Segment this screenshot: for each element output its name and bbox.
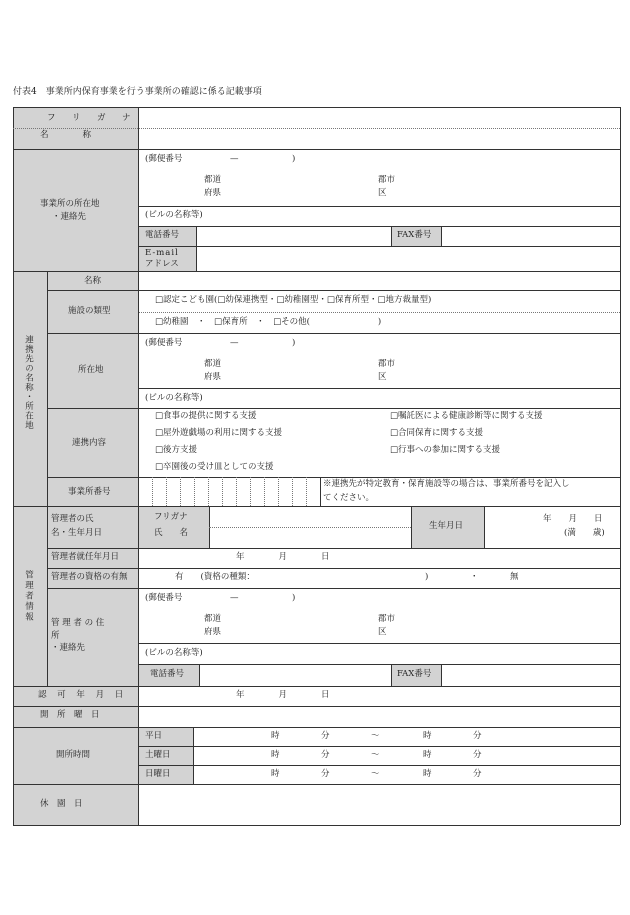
box-line [222,477,223,506]
tilde-mark: 〜 [371,750,380,760]
v-47-s2 [47,271,48,506]
hour-mark: 時 [423,731,432,741]
mgr-name-label-1: 管理者の氏 [51,514,94,524]
furigana-dotted [13,128,620,129]
v-196 [196,226,197,271]
content-item: □合同保育に関する支援 [390,428,484,438]
section3-side-label: 管理者情報 [23,570,34,623]
s2-location-label: 所在地 [78,365,104,375]
box-line [236,477,237,506]
sunday-label: 日曜日 [145,769,171,779]
mgr-shimei-label: 氏 名 [154,528,189,538]
mgr-birth-label: 生年月日 [429,521,464,531]
line-548 [47,548,620,549]
label-col-divider [138,107,139,825]
v-320 [320,477,321,506]
fuken-label: 府県 [204,188,222,198]
gray-location-label-bg [13,149,138,271]
line-765 [139,765,620,766]
content-item: □嘱託医による健康診断等に関する支援 [390,411,543,421]
line-643 [139,643,620,644]
v-47-s3 [47,506,48,686]
email-label-1: E-mail [145,248,179,258]
saturday-label: 土曜日 [145,750,171,760]
mgr-qual-close: ) [425,572,429,582]
holidays-label: 休 園 日 [40,799,83,809]
label-contact: ・連絡先 [52,212,87,222]
postal-dash: — [230,593,239,603]
postal-dash: — [230,154,239,164]
line-686 [13,686,620,687]
v-391b [391,664,392,686]
box-line [306,477,307,506]
box-line [292,477,293,506]
label-location: 事業所の所在地 [40,199,100,209]
hour-mark: 時 [271,769,280,779]
hour-mark: 時 [423,769,432,779]
v-484 [484,506,485,548]
content-item: □後方支援 [155,445,198,455]
minute-mark: 分 [473,750,482,760]
line-312 [139,312,620,313]
line-727 [13,727,620,728]
hour-mark: 時 [423,750,432,760]
outer-top [13,107,620,108]
mgr-qual-yes: 有 (資格の種類： [175,572,255,582]
v-391a [391,226,392,246]
office-note-1: ※連携先が特定教育・保育施設等の場合は、事業所番号を記入し [323,479,570,489]
minute-mark: 分 [473,731,482,741]
mgr-addr-label-2: 所 [51,631,60,641]
v-193 [193,727,194,784]
box-line [208,477,209,506]
todo-label: 都道 [204,175,222,185]
postal-label: (郵便番号 [145,154,183,164]
building-label: (ビルの名称等) [145,393,203,403]
building-label: (ビルの名称等) [145,648,203,658]
gunshi-label: 郡市 [378,614,396,624]
label-name: 名 称 [40,130,92,140]
box-line [180,477,181,506]
box-line [264,477,265,506]
mgr-furigana-label: フリガナ [154,512,188,522]
box-line [278,477,279,506]
line-706 [13,706,620,707]
hour-mark: 時 [271,731,280,741]
type-line-2: □幼稚園 ・ □保育所 ・ □その他( ) [155,317,382,327]
v-199 [199,664,200,686]
mgr-name-label-2: 名・生年月日 [51,528,103,538]
box-line [194,477,195,506]
s2-office-number-label: 事業所番号 [68,487,111,497]
postal-close: ) [292,154,296,164]
ku-label: 区 [378,188,387,198]
approval-date-label: 認 可 年 月 日 [38,690,128,700]
minute-mark: 分 [321,769,330,779]
mgr-addr-label-1: 管 理 者 の 住 [51,618,105,628]
line-784 [13,784,620,785]
fax-label: FAX番号 [397,669,432,679]
line-333 [47,333,620,334]
minute-mark: 分 [321,731,330,741]
box-line [250,477,251,506]
minute-mark: 分 [473,769,482,779]
line-388 [139,388,620,389]
line-149 [13,149,620,150]
hour-mark: 時 [271,750,280,760]
box-line [166,477,167,506]
open-days-label: 開 所 曜 日 [40,710,100,720]
mgr-start-date-label: 管理者就任年月日 [51,552,120,562]
building-label: (ビルの名称等) [145,210,203,220]
office-note-2: てください。 [323,493,375,503]
fuken-label: 府県 [204,627,222,637]
tel-label: 電話番号 [150,669,185,679]
mgr-qual-dot: ・ [470,572,479,582]
todo-label: 都道 [204,614,222,624]
section2-side-label: 連携先の名称・所在地 [23,335,34,430]
open-hours-label: 開所時間 [56,750,91,760]
s2-name-label: 名称 [84,276,102,286]
weekday-label: 平日 [145,731,163,741]
email-label-2: アドレス [145,259,179,269]
v-441b [441,664,442,686]
v-441a [441,226,442,246]
tilde-mark: 〜 [371,769,380,779]
content-item: □卒園後の受け皿としての支援 [155,462,274,472]
postal-close: ) [292,593,296,603]
line-246 [139,246,620,247]
mgr-start-date-ymd: 年 月 日 [236,552,330,562]
line-206 [139,206,620,207]
tilde-mark: 〜 [371,731,380,741]
mgr-age: (満 歳) [564,528,605,538]
postal-dash: — [230,338,239,348]
type-line-1: □認定こども園(□幼保連携型・□幼稚園型・□保育所型・□地方裁量型) [155,295,432,305]
postal-close: ) [292,338,296,348]
tel-label: 電話番号 [145,230,180,240]
line-588 [47,588,620,589]
mgr-qual-label: 管理者の資格の有無 [51,572,128,582]
outer-left [13,107,14,825]
line-506 [13,506,620,507]
line-226 [139,226,620,227]
s2-content-label: 連携内容 [72,438,107,448]
line-290 [47,290,620,291]
line-746 [139,746,620,747]
ku-label: 区 [378,372,387,382]
gunshi-label: 郡市 [378,359,396,369]
content-item: □行事への参加に関する支援 [390,445,501,455]
postal-label: (郵便番号 [145,593,183,603]
postal-label: (郵便番号 [145,338,183,348]
line-271 [13,271,620,272]
approval-date-ymd: 年 月 日 [236,690,330,700]
fax-label: FAX番号 [397,230,432,240]
label-furigana: フ リ ガ ナ [47,113,135,123]
gunshi-label: 郡市 [378,175,396,185]
content-item: □食事の提供に関する支援 [155,411,257,421]
ku-label: 区 [378,627,387,637]
fuken-label: 府県 [204,372,222,382]
form-title: 付表4 事業所内保育事業を行う事業所の確認に係る記載事項 [13,87,262,97]
line-477 [47,477,620,478]
todo-label: 都道 [204,359,222,369]
v-411 [411,506,412,548]
line-408 [47,408,620,409]
outer-right [620,107,621,825]
s2-type-label: 施設の類型 [68,306,111,316]
mgr-addr-label-3: ・連絡先 [51,643,86,653]
content-item: □屋外遊戯場の利用に関する支援 [155,428,283,438]
mgr-qual-no: 無 [510,572,519,582]
box-line [152,477,153,506]
outer-bottom [13,825,620,826]
line-568 [47,568,620,569]
mgr-birth-ymd: 年 月 日 [543,514,603,524]
name-dotted [209,527,411,528]
line-664 [139,664,620,665]
minute-mark: 分 [321,750,330,760]
